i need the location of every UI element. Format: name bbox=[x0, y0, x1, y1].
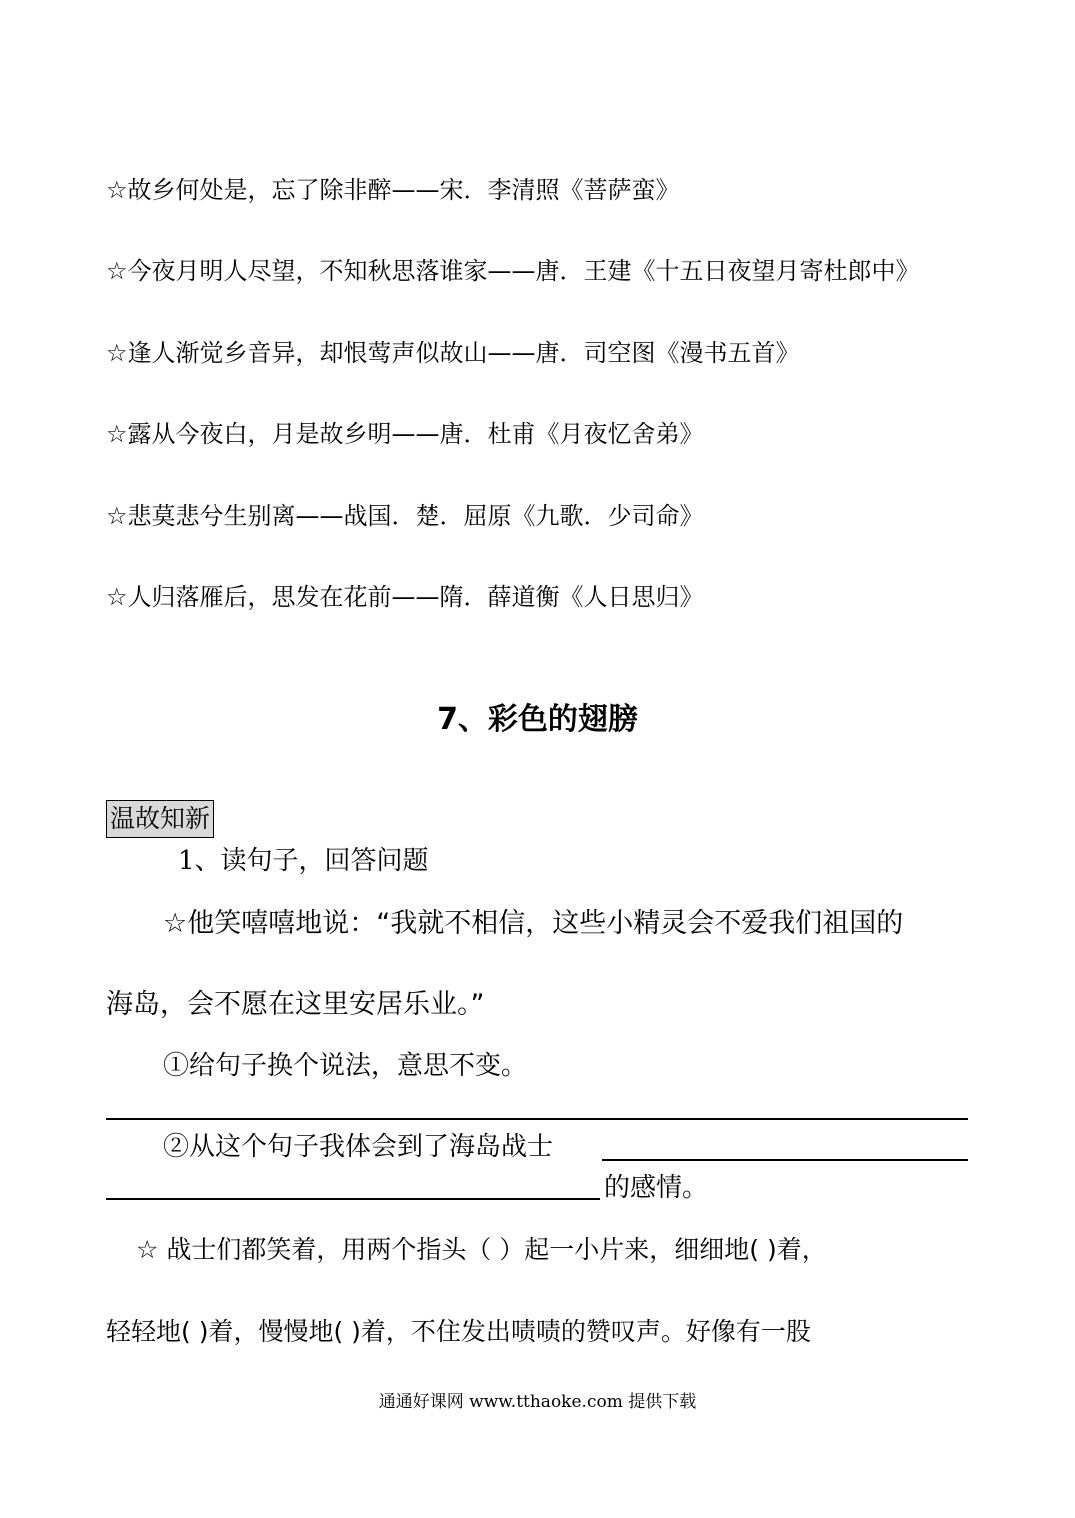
sentence-line: ☆他笑嘻嘻地说：“我就不相信，这些小精灵会不爱我们祖国的 bbox=[163, 908, 904, 939]
answer-line bbox=[106, 1118, 968, 1120]
question-heading: 1、读句子，回答问题 bbox=[178, 846, 429, 876]
page-footer: 通通好课网 www.tthaoke.com 提供下载 bbox=[378, 1392, 697, 1412]
section-label: 温故知新 bbox=[106, 800, 214, 838]
answer-line bbox=[602, 1159, 968, 1161]
lesson-title: 7、彩色的翅膀 bbox=[437, 702, 638, 737]
quote-line: ☆露从今夜白，月是故乡明——唐．杜甫《月夜忆舍弟》 bbox=[106, 420, 704, 448]
sub-question-2: ②从这个句子我体会到了海岛战士 bbox=[163, 1132, 554, 1162]
quote-line: ☆今夜月明人尽望，不知秋思落谁家——唐．王建《十五日夜望月寄杜郎中》 bbox=[106, 257, 920, 285]
fill-blank-line: 轻轻地( )着，慢慢地( )着，不住发出啧啧的赞叹声。好像有一股 bbox=[106, 1317, 811, 1346]
sub-question-2-end: 的感情。 bbox=[604, 1173, 709, 1203]
quote-line: ☆故乡何处是，忘了除非醉——宋．李清照《菩萨蛮》 bbox=[106, 176, 680, 204]
quote-line: ☆人归落雁后，思发在花前——隋．薛道衡《人日思归》 bbox=[106, 583, 704, 611]
quote-line: ☆逢人渐觉乡音异，却恨莺声似故山——唐．司空图《漫书五首》 bbox=[106, 339, 800, 367]
sentence-line: 海岛，会不愿在这里安居乐业。” bbox=[106, 989, 485, 1020]
quote-line: ☆悲莫悲兮生别离——战国．楚．屈原《九歌．少司命》 bbox=[106, 502, 704, 530]
sub-question-1: ①给句子换个说法，意思不变。 bbox=[163, 1051, 528, 1081]
fill-blank-line: ☆ 战士们都笑着，用两个指头（ ）起一小片来，细细地( )着， bbox=[136, 1235, 827, 1264]
answer-line bbox=[106, 1198, 600, 1200]
